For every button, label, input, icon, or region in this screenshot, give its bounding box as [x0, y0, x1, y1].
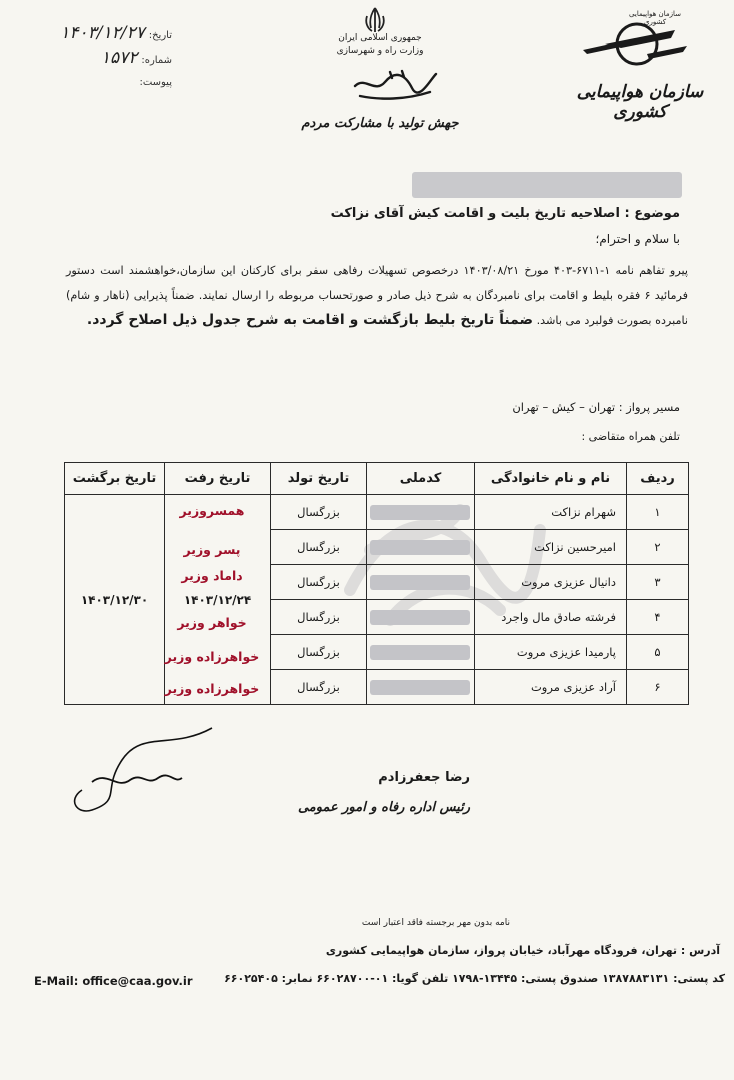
- birth-cell: بزرگسال: [271, 495, 367, 530]
- passenger-name: دانیال عزیزی مروت: [475, 565, 627, 600]
- passenger-name: پارمیدا عزیزی مروت: [475, 635, 627, 670]
- redacted-national-id: [370, 610, 470, 625]
- signer-title: رئیس اداره رفاه و امور عمومی: [297, 800, 470, 815]
- relation-label: خواهرزاده وزیر: [164, 681, 260, 696]
- ministry-heading: [300, 32, 460, 58]
- footer-address: آدرس : تهران، فرودگاه مهرآباد، خیابان پرواز، سازمان هواپیمایی کشوری: [325, 944, 720, 957]
- meta-attachment-label: پیوست:: [139, 77, 172, 88]
- republic-line: جمهوری اسلامی ایران: [338, 33, 422, 43]
- meta-date-value: ۱۴۰۳/۱۲/۲۷: [60, 23, 145, 43]
- passenger-name: شهرام نزاکت: [475, 495, 627, 530]
- stamp-validity-note: نامه بدون مهر برجسته فاقد اعتبار است: [361, 918, 510, 928]
- birth-cell: بزرگسال: [271, 600, 367, 635]
- flight-route: مسیر پرواز : تهران – کیش – تهران: [512, 400, 680, 414]
- redacted-national-id: [370, 505, 470, 520]
- birth-cell: بزرگسال: [271, 565, 367, 600]
- birth-cell: بزرگسال: [271, 670, 367, 705]
- passengers-table: [64, 462, 688, 705]
- national-id-cell: [367, 635, 475, 670]
- row-number: ۱: [627, 495, 689, 530]
- row-number: ۵: [627, 635, 689, 670]
- organization-name: سازمان هواپیمایی کشوری: [576, 82, 704, 122]
- national-id-cell: [367, 600, 475, 635]
- col-header-full-name: نام و نام خانوادگی: [475, 463, 627, 495]
- relation-label: خواهرزاده وزیر: [164, 649, 260, 664]
- col-header-row-number: ردیف: [627, 463, 689, 495]
- return-date-cell: [65, 495, 165, 705]
- relation-label: همسروزیر: [179, 503, 245, 518]
- calligraphy-slogan-mark: [350, 66, 440, 104]
- letter-subject: موضوع : اصلاحیه تاریخ بلیت و اقامت کیش آقای نزاکت: [330, 206, 680, 221]
- meta-date-row: [22, 22, 172, 47]
- row-number: ۲: [627, 530, 689, 565]
- meta-date-label: تاریخ:: [148, 30, 172, 41]
- ministry-line: وزارت راه و شهرسازی: [336, 46, 424, 56]
- return-date-value: ۱۴۰۳/۱۲/۳۰: [80, 592, 149, 607]
- col-header-return-date: تاریخ برگشت: [65, 463, 165, 495]
- letter-body-text: پیرو تفاهم نامه ۱-۶۷۱۱-۴۰۳ مورخ ۱۴۰۳/۰۸/۲۱ درخصوص تسهیلات رفاهی سفر برای کارکنان این سازمان،خواهشمند است دستور فرمائید ۶ فقره بلیط و اقامت برای نامبردگان به شرح ذیل صادر و صورتحساب مربوطه را ارسال نمایند. ضمناً پذیرایی (ناهار و شام) نامبرده بصورت فولبرد می باشد.: [66, 264, 689, 327]
- relation-label: داماد وزیر: [181, 568, 243, 583]
- redacted-recipient: [412, 172, 682, 198]
- letter-body: [66, 258, 688, 333]
- row-number: ۴: [627, 600, 689, 635]
- redacted-national-id: [370, 540, 470, 555]
- table-row: [65, 495, 689, 530]
- col-header-departure-date: تاریخ رفت: [165, 463, 271, 495]
- row-number: ۶: [627, 670, 689, 705]
- footer-contact: کد پستی: ۱۳۸۷۸۸۳۱۳۱ صندوق پستی: ۱۳۴۴۵-۱۷۹۸ تلفن گویا: ۰۱-۶۶۰۲۸۷۰۰ نمابر: ۶۶۰۲۵۴۰۵: [224, 972, 725, 985]
- national-id-cell: [367, 670, 475, 705]
- birth-cell: بزرگسال: [271, 530, 367, 565]
- passenger-name: امیرحسین نزاکت: [475, 530, 627, 565]
- redacted-national-id: [370, 575, 470, 590]
- logo-caption: سازمان هواپیمایی کشوری: [629, 10, 681, 26]
- national-id-cell: [367, 530, 475, 565]
- letter-meta: [22, 22, 172, 94]
- relation-label: خواهر وزیر: [177, 615, 247, 630]
- meta-number-row: [22, 47, 172, 72]
- footer-email: E-Mail: office@caa.gov.ir: [34, 974, 193, 988]
- national-id-cell: [367, 495, 475, 530]
- letter-body-bold: ضمناً تاریخ بلیط بازگشت و اقامت به شرح جدول ذیل اصلاح گردد.: [86, 312, 534, 328]
- col-header-birth-date: تاریخ تولد: [271, 463, 367, 495]
- meta-number-label: شماره:: [141, 55, 172, 66]
- letter-greeting: با سلام و احترام؛: [595, 232, 680, 246]
- relation-label: پسر وزیر: [183, 542, 241, 557]
- birth-cell: بزرگسال: [271, 635, 367, 670]
- redacted-national-id: [370, 680, 470, 695]
- meta-number-value: ۱۵۷۲: [100, 48, 138, 68]
- passenger-name: فرشته صادق مال واجرد: [475, 600, 627, 635]
- signer-name: رضا جعفرزادم: [378, 770, 470, 785]
- year-slogan: جهش تولید با مشارکت مردم: [301, 116, 459, 131]
- row-number: ۳: [627, 565, 689, 600]
- handwritten-signature: [62, 720, 232, 830]
- departure-date-cell: [165, 495, 271, 705]
- table-header-row: [65, 463, 689, 495]
- passenger-name: آراد عزیزی مروت: [475, 670, 627, 705]
- col-header-national-id: کدملی: [367, 463, 475, 495]
- meta-attachment-row: [22, 72, 172, 94]
- departure-date-value: ۱۴۰۳/۱۲/۲۴: [183, 592, 252, 607]
- national-emblem-icon: [358, 6, 392, 34]
- national-id-cell: [367, 565, 475, 600]
- applicant-phone-label: تلفن همراه متقاضی :: [581, 430, 680, 443]
- redacted-national-id: [370, 645, 470, 660]
